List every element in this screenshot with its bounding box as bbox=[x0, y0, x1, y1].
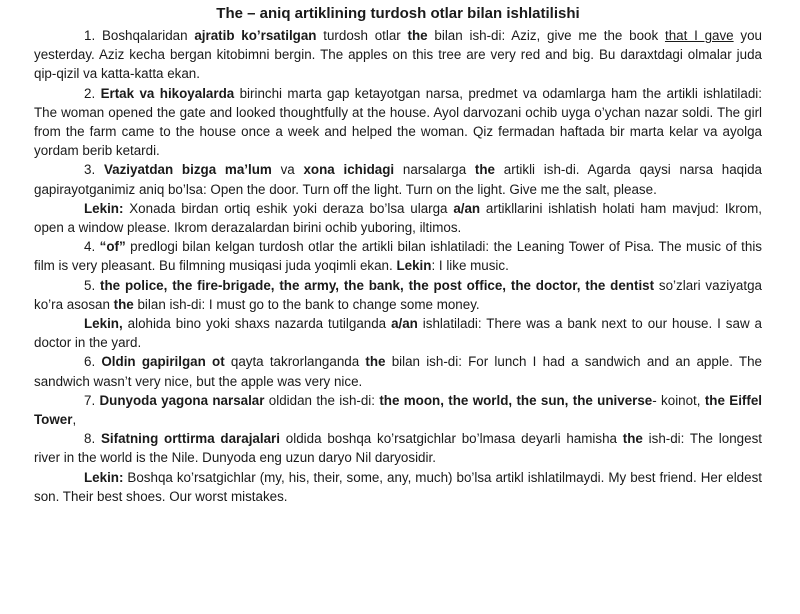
text-segment: artikllarini ishlatish holati ham mavjud: Ikrom, open a window please. Ikrom derazalardan birini ochib yuboring, iltimos. bbox=[34, 200, 762, 236]
text-segment: ish-di: The longest river in the world is the Nile. Dunyoda eng uzun daryo Nil daryosidir. bbox=[34, 431, 762, 466]
text-segment: - koinot, bbox=[652, 392, 705, 408]
text-segment: Xonada birdan ortiq eshik yoki deraza bo’lsa ularga bbox=[123, 200, 454, 216]
document-body bbox=[34, 26, 762, 506]
text-segment: Boshqa ko’rsatgichlar (my, his, their, some, any, much) bo’lsa artikl ishlatilmaydi. My best friend. Her eldest son. Their best shoes. Our worst mistakes. bbox=[34, 469, 762, 504]
paragraph-2 bbox=[34, 84, 762, 161]
text-segment: oldidan the ish-di: bbox=[264, 392, 380, 408]
bold-text: the bbox=[622, 431, 643, 447]
bold-text: the police, the fire-brigade, the army, the bank, the post office, the doctor, the dentist bbox=[100, 277, 655, 293]
bold-text: the bbox=[407, 28, 428, 43]
text-segment: you yesterday. Aziz kecha bergan kitobimni bergin. The apples on this tree are very red and big. Bu daraxtdagi olmalar juda qip-qizil va katta-katta ekan. bbox=[34, 28, 762, 82]
paragraph-7 bbox=[34, 314, 762, 352]
bold-text: Lekin: bbox=[84, 469, 124, 485]
text-segment: bilan ish-di: Aziz, give me the book bbox=[427, 28, 665, 43]
bold-text: Vaziyatdan bizga ma’lum bbox=[103, 162, 272, 178]
text-segment: 5. bbox=[84, 277, 101, 293]
bold-text: the bbox=[113, 296, 134, 312]
bold-text: Lekin: bbox=[84, 200, 124, 216]
text-segment: 3. bbox=[84, 162, 104, 178]
bold-text: a/an bbox=[391, 316, 418, 332]
bold-text: Lekin, bbox=[84, 316, 123, 332]
text-segment: predlogi bilan kelgan turdosh otlar the artikli bilan ishlatiladi: the Leaning Tower of Pisa. The music of this film is very pleasant. Bu filmning musiqasi juda yoqimli ekan. bbox=[34, 239, 762, 274]
bold-text: a/an bbox=[453, 200, 481, 216]
paragraph-8 bbox=[34, 352, 762, 390]
text-segment: 4. bbox=[84, 239, 100, 255]
bold-text: ajratib ko’rsatilgan bbox=[194, 28, 317, 43]
text-segment: bilan ish-di: For lunch I had a sandwich and an apple. The sandwich wasn’t very nice, but the apple was very nice. bbox=[34, 354, 763, 389]
bold-text: the bbox=[365, 354, 386, 370]
text-segment: bilan ish-di: I must go to the bank to change some money. bbox=[133, 296, 480, 312]
text-segment: 7. bbox=[84, 392, 100, 408]
bold-text: the moon, the world, the sun, the universe bbox=[379, 392, 653, 408]
underlined-text: that I gave bbox=[664, 28, 734, 43]
paragraph-3 bbox=[34, 160, 762, 198]
bold-text: “of” bbox=[99, 239, 126, 255]
text-segment: 2. bbox=[84, 85, 101, 101]
text-segment: 8. bbox=[84, 431, 101, 447]
bold-text: Oldin gapirilgan ot bbox=[101, 354, 225, 370]
text-segment: 6. bbox=[84, 354, 102, 370]
text-segment: 1. Boshqalaridan bbox=[84, 28, 195, 43]
paragraph-10 bbox=[34, 429, 762, 467]
text-segment: : I like music. bbox=[431, 258, 509, 274]
page-title: The – aniq artiklining turdosh otlar bilan ishlatilishi bbox=[216, 5, 580, 22]
bold-text: the bbox=[474, 162, 496, 178]
bold-text: xona ichidagi bbox=[303, 162, 395, 178]
bold-text: the Eiffel Tower bbox=[34, 392, 763, 428]
text-segment: so’zlari vaziyatga ko’ra asosan bbox=[34, 277, 762, 312]
text-segment: turdosh otlar bbox=[316, 28, 408, 43]
text-segment: artikli ish-di. Agarda qaysi narsa haqida gapirayotganimiz aniq bo’lsa: Open the door. Turn off the light. Turn on the light. Give me the salt, please. bbox=[34, 162, 762, 197]
paragraph-5 bbox=[34, 237, 762, 275]
paragraph-11 bbox=[34, 468, 762, 506]
bold-text: Sifatning orttirma darajalari bbox=[100, 431, 280, 447]
text-segment: , bbox=[72, 412, 77, 428]
bold-text: Lekin bbox=[396, 258, 432, 274]
text-segment: narsalarga bbox=[394, 162, 475, 178]
bold-text: Ertak va hikoyalarda bbox=[100, 85, 235, 101]
text-segment: oldida boshqa ko’rsatgichlar bo’lmasa deyarli hamisha bbox=[279, 431, 623, 447]
bold-text: Dunyoda yagona narsalar bbox=[99, 392, 265, 408]
paragraph-1 bbox=[34, 26, 762, 84]
paragraph-6 bbox=[34, 276, 762, 314]
text-segment: alohida bino yoki shaxs nazarda tutilganda bbox=[122, 316, 392, 332]
text-segment: va bbox=[271, 162, 304, 178]
text-segment: birinchi marta gap ketayotgan narsa, predmet va odamlarga ham the artikli ishlatiladi: The woman opened the gate and looked thoughtfully at the house. Ayol darvozani ochib uyga o’ychan nazar soldi. The girl from the farm came to the house once a week and helped the woman. Qiz fermadan haftada bir marta kelar va ayolga yordam berib ketardi. bbox=[34, 85, 762, 159]
paragraph-9 bbox=[34, 391, 762, 429]
paragraph-4 bbox=[34, 199, 762, 237]
text-segment: qayta takrorlanganda bbox=[224, 354, 366, 370]
text-segment: ishlatiladi: There was a bank next to our house. I saw a doctor in the yard. bbox=[34, 316, 763, 351]
